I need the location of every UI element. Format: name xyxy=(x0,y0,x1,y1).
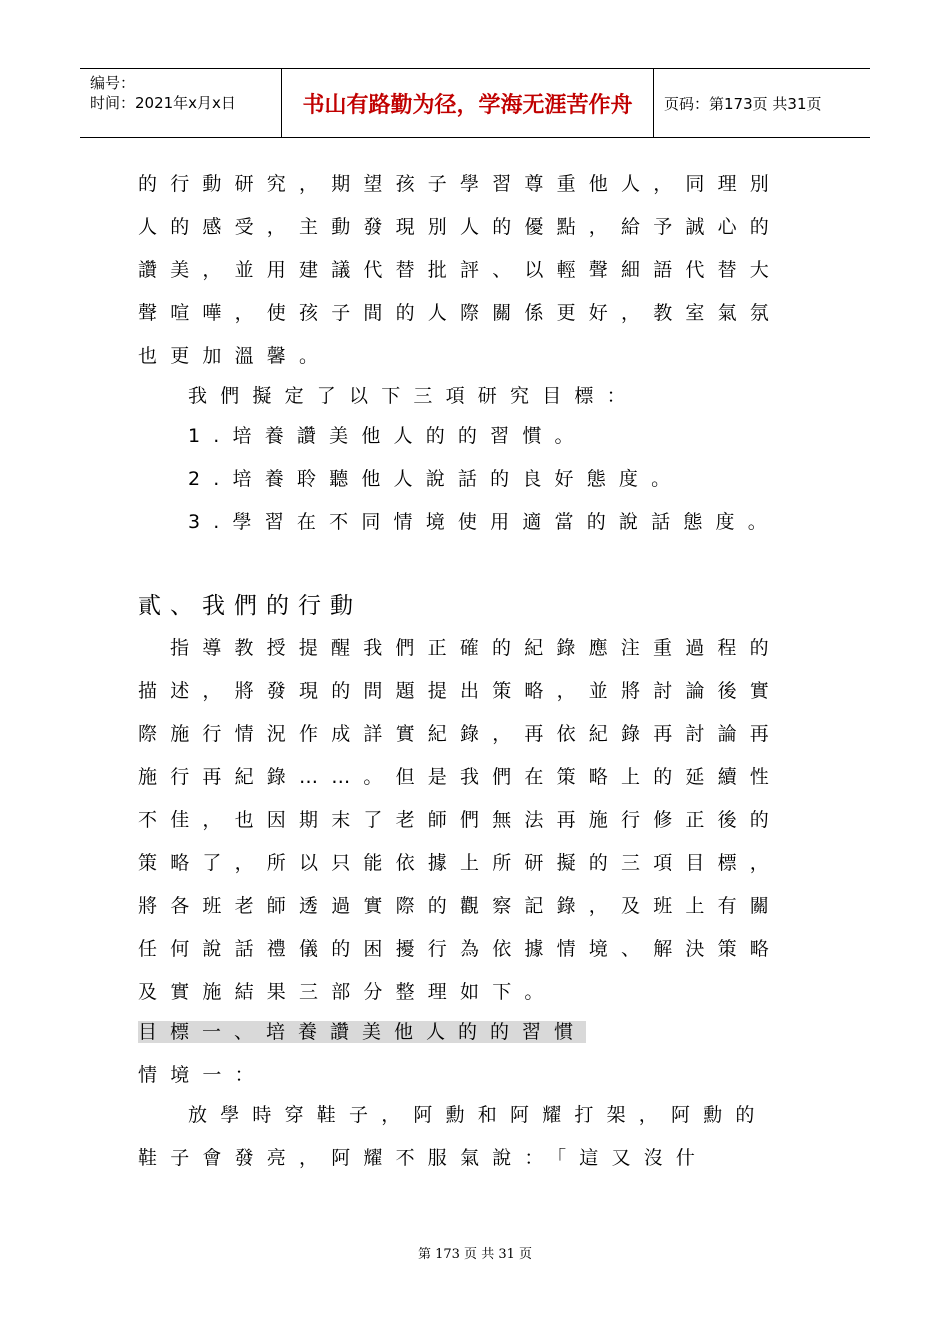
header-motto: 书山有路勤为径，学海无涯苦作舟 xyxy=(282,69,654,137)
body-line: 的行動研究，期望孩子學習尊重他人，同理別 xyxy=(138,173,783,195)
section-line: 及實施結果三部分整理如下。 xyxy=(138,981,557,1003)
scenario-label: 情境一： xyxy=(138,1064,267,1086)
scenario-line: 放學時穿鞋子，阿勳和阿耀打架，阿勳的 xyxy=(188,1104,768,1126)
section-line: 不佳，也因期末了老師們無法再施行修正後的 xyxy=(138,809,783,831)
section-line: 際施行情況作成詳實紀錄，再依紀錄再討論再 xyxy=(138,723,783,745)
body-line: 聲喧嘩，使孩子間的人際關係更好，教室氣氛 xyxy=(138,302,783,324)
header-page-label: 页码：第173页 共31页 xyxy=(664,94,822,113)
goal-item: 2.培養聆聽他人說話的良好態度。 xyxy=(188,468,684,490)
section-line: 描述，將發現的問題提出策略，並將討論後實 xyxy=(138,680,783,702)
section-line: 策略了，所以只能依據上所研擬的三項目標， xyxy=(138,852,783,874)
section-line: 指導教授提醒我們正確的紀錄應注重過程的 xyxy=(170,637,782,659)
section-line: 施行再紀錄……。但是我們在策略上的延續性 xyxy=(138,766,783,788)
body-line: 人的感受，主動發現別人的優點，給予誠心的 xyxy=(138,216,783,238)
section-line: 將各班老師透過實際的觀察記錄，及班上有關 xyxy=(138,895,783,917)
goal-heading xyxy=(138,1014,586,1050)
goals-intro: 我們擬定了以下三項研究目標： xyxy=(188,385,639,407)
scenario-line: 鞋子會發亮，阿耀不服氣說：「這又沒什 xyxy=(138,1147,709,1169)
section-title: 貳、我們的行動 xyxy=(138,593,362,619)
date-label: 时间：2021年x月x日 xyxy=(90,94,236,112)
header-meta xyxy=(80,69,282,137)
number-label: 编号： xyxy=(90,74,136,92)
page-footer: 第 173 页 共 31 页 xyxy=(417,1247,533,1262)
goal-heading-text: 目標一、培養讚美他人的的習慣 xyxy=(138,1021,587,1043)
page-header xyxy=(80,68,870,138)
goal-item: 1.培養讚美他人的的習慣。 xyxy=(188,425,587,447)
goal-item: 3.學習在不同情境使用適當的說話態度。 xyxy=(188,511,780,533)
section-line: 任何說話禮儀的困擾行為依據情境、解決策略 xyxy=(138,938,783,960)
body-line: 也更加溫馨。 xyxy=(138,345,332,367)
body-line: 讚美，並用建議代替批評、以輕聲細語代替大 xyxy=(138,259,783,281)
